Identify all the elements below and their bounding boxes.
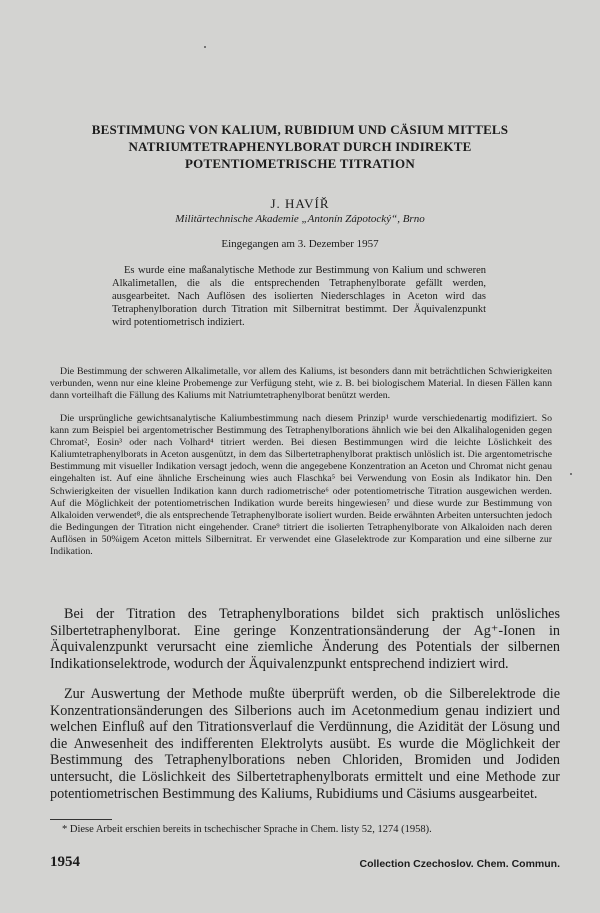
intro-small-paragraph-1: [50, 366, 552, 402]
author-affiliation: Militärtechnische Akademie „Antonín Zápotocký“, Brno: [175, 213, 425, 225]
journal-name: Collection Czechoslov. Chem. Commun.: [359, 858, 560, 870]
author-name: J. HAVÍŘ: [270, 196, 330, 211]
body-paragraph-1: Bei der Titration des Tetraphenylborations bildet sich praktisch unlösliches Silbertetraphenylborat. Eine geringe Konzentrationsänderung der Ag⁺-Ionen in Äquivalenzpunkt verursacht eine ziemliche Änderung des Potentials der silbernen Indikationselektrode, wodurch der Äquivalenzpunkt entsprechend indiziert wird.: [50, 606, 560, 672]
body-paragraph-2: Zur Auswertung der Methode mußte überprüft werden, ob die Silberelektrode die Konzentrationsänderungen des Silberions auch im Acetonmedium genau indiziert und welchen Einfluß auf den Titrationsverlauf die Verdünnung, die Azidität der Lösung und die Anwesenheit des indifferenten Elektrolyts ausübt. Es wurde die Möglichkeit der Bestimmung des Tetraphenylborations neben Chloriden, Bromiden und Jodiden untersucht, die Löslichkeit des Silbertetraphenylborats ermittelt und eine Methode zur potentiometrischen Bestimmung des Kaliums, Rubidiums und Cäsiums ausgearbeitet.: [50, 686, 560, 802]
footnote: * Diese Arbeit erschien bereits in tschechischer Sprache in Chem. listy 52, 1274 (1958).: [62, 824, 432, 835]
abstract: Es wurde eine maßanalytische Methode zur Bestimmung von Kalium und schweren Alkalimetallen, die als die entsprechenden Tetraphenylborate gefällt werden, ausgearbeitet. Nach Auflösen des isolierten Niederschlages in Aceton wird das Tetraphenylboration durch Titration mit Silbernitrat bestimmt. Der Äquivalenzpunkt wird potentiometrisch indiziert.: [112, 265, 486, 328]
intro-small-paragraph-2: [50, 413, 552, 558]
speck: [204, 46, 206, 48]
page-number: 1954: [50, 854, 80, 870]
footnote-divider: [50, 819, 112, 820]
paragraph-text: Die Bestimmung der schweren Alkalimetalle, vor allem des Kaliums, ist besonders dann mit beträchtlichen Schwierigkeiten verbunden, wenn nur eine kleine Probemenge zur Verfügung steht, wie z. B. bei biologischem Material. In diesen Fällen kann dann vorteilhaft die Fällung des Kaliums mit Natriumtetraphenylborat benützt werden.: [50, 366, 552, 402]
article-title: BESTIMMUNG VON KALIUM, RUBIDIUM UND CÄSIUM MITTELS NATRIUMTETRAPHENYLBORAT DURCH INDIREKTE POTENTIOMETRISCHE TITRATION: [91, 122, 509, 171]
received-date: Eingegangen am 3. Dezember 1957: [221, 238, 379, 250]
speck: [570, 473, 572, 475]
paragraph-text: Die ursprüngliche gewichtsanalytische Kaliumbestimmung nach diesem Prinzip¹ wurde verschiedenartig modifiziert. So kann zum Beispiel bei argentometrischer Bestimmung des Tetraphenylborations ähnlich wie bei den Alkalihalogeniden gegen Chromat², Eosin³ oder nach Volhard⁴ titriert werden. Bei diesen Bestimmungen wird die leichte Löslichkeit des Kaliumtetraphenylborats in Aceton ausgenützt, in dem das Silbertetraphenylborat praktisch unlöslich ist. Die argentometrische Bestimmung mit visueller Indikation versagt jedoch, wenn die angegebene Konzentration an Aceton und Chromat nicht genau eingehalten ist. Auf eine ähnliche Erscheinung wies auch Flaschka⁵ bei Verwendung von Eosin als Indikator hin. Den Schwierigkeiten der visuellen Indikation kann durch radiometrische⁶ oder potentiometrische Titration ausgewichen werden. Auf die Möglichkeit der potentiometrischen Indikation wurde bereits hingewiesen⁷ und diese wurde zur Bestimmung von Alkaloiden verwendet⁸, die als entsprechende Tetraphenylborate isoliert wurden. Beide erwähnten Arbeiten untersuchten jedoch die Bedingungen der Titration nicht eingehender. Crane⁹ titriert die isolierten Tetraphenylborate von Alkaloiden nach deren Auflösen in 50%igem Aceton mittels Silbernitrat. Er verwendet eine Glaselektrode zur Komparation und eine silberne zur Indikation.: [50, 413, 553, 558]
